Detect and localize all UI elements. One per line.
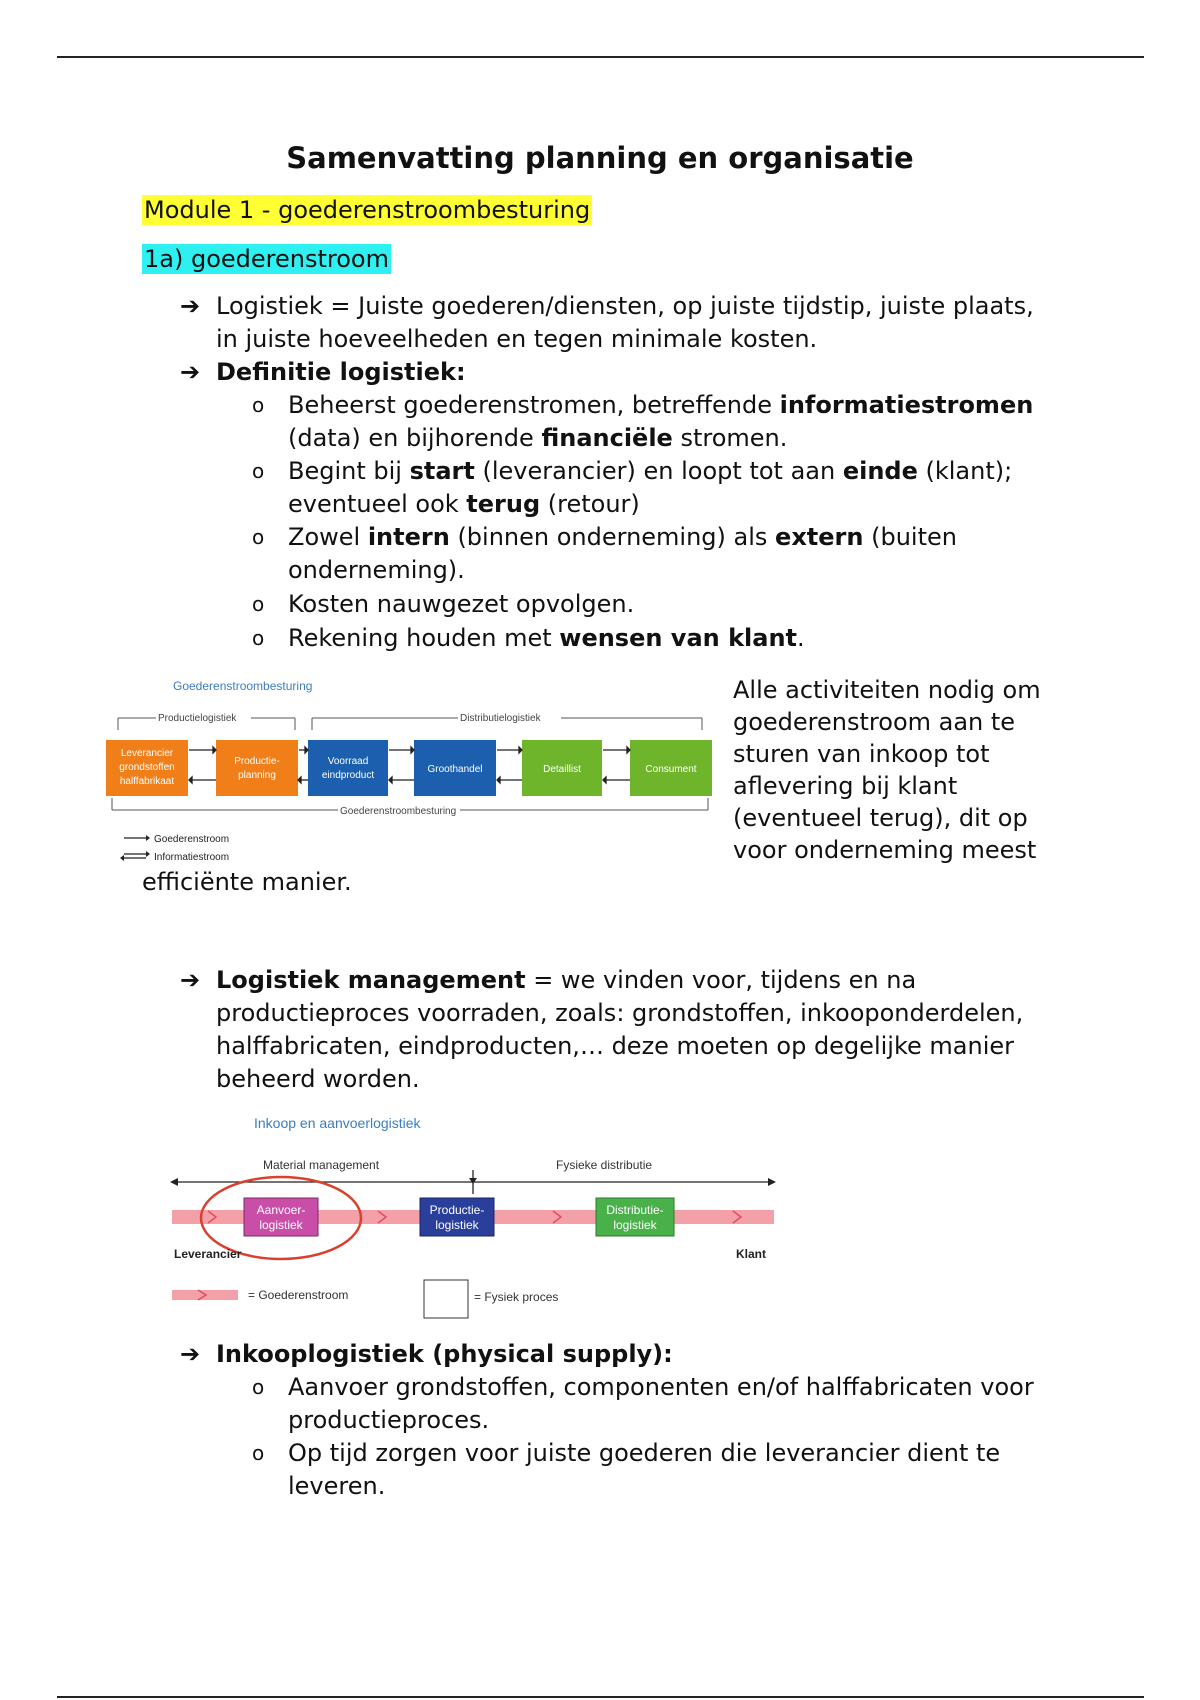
item-text: .	[797, 624, 805, 652]
module-heading: Module 1 - goederenstroombesturing	[144, 196, 591, 224]
klant-label: Klant	[736, 1247, 766, 1261]
definitie-item	[252, 521, 1058, 587]
bullet-icon: o	[252, 1375, 265, 1399]
item-bold: informatiestromen	[779, 391, 1034, 419]
item-text: (binnen onderneming) als	[449, 523, 776, 551]
box-text: Groothandel	[427, 764, 483, 775]
legend-stroom: = Goederenstroom	[248, 1288, 349, 1302]
logistiek-text: Logistiek = Juiste goederen/diensten, op juiste tijdstip, juiste plaats, in juiste hoeveelheden en tegen minimale kosten.	[216, 292, 1034, 353]
definitie-item	[252, 455, 1058, 521]
item-bold: terug	[466, 490, 541, 518]
legend-goederen: Goederenstroom	[154, 834, 230, 845]
diagram-title: Goederenstroombesturing	[173, 679, 313, 693]
item-bold: einde	[842, 457, 918, 485]
side-paragraph-end: efficiënte manier.	[142, 868, 352, 896]
bullet-icon: o	[252, 626, 265, 650]
legend-proces: = Fysiek proces	[474, 1290, 559, 1304]
definitie-item	[252, 588, 1058, 621]
side-paragraph: Alle activiteiten nodig om goederenstroom aan te sturen van inkoop tot aflevering bij klant (eventueel terug), dit op voor onderneming meest	[733, 676, 1041, 864]
box-text: Productie-	[234, 756, 280, 767]
item-text: (retour)	[540, 490, 640, 518]
inkoop-heading-text: Inkooplogistiek (physical supply):	[216, 1340, 673, 1368]
box-text: Distributie-	[606, 1203, 664, 1217]
leverancier-label: Leverancier	[174, 1247, 242, 1261]
bullet-icon: o	[252, 525, 265, 549]
item-bold: financiële	[541, 424, 673, 452]
section-heading: 1a) goederenstroom	[144, 245, 389, 273]
box-text: Consument	[645, 764, 697, 775]
productie-label: Productielogistiek	[158, 713, 237, 724]
box-text: Detaillist	[543, 764, 581, 775]
logistiek-paragraph	[180, 290, 1046, 356]
inkoop-heading	[180, 1338, 1046, 1371]
item-bold: start	[409, 457, 475, 485]
item-text: Begint bij	[288, 457, 410, 485]
item-bold: extern	[775, 523, 864, 551]
item-text: Zowel	[288, 523, 368, 551]
box-text: eindproduct	[321, 770, 375, 781]
box-productieplanning	[216, 740, 298, 796]
bottom-rule	[57, 1696, 1144, 1698]
item-bold: intern	[367, 523, 450, 551]
page-title: Samenvatting planning en organisatie	[286, 141, 914, 175]
box-text: logistiek	[259, 1218, 303, 1232]
arrow-icon: ➔	[180, 966, 201, 994]
goederenstroom-diagram	[100, 670, 718, 870]
material-label: Material management	[263, 1158, 380, 1172]
item-bold: wensen van klant	[559, 624, 798, 652]
item-text: stromen.	[672, 424, 788, 452]
item-text: (data) en bijhorende	[288, 424, 542, 452]
box-text: grondstoffen	[119, 762, 175, 773]
legend-informatie: Informatiestroom	[154, 852, 230, 863]
item-text: (klant); eventueel ook	[288, 457, 1013, 518]
top-rule	[57, 56, 1144, 58]
inkoop-diagram	[168, 1110, 780, 1320]
logistiek-management-paragraph	[180, 964, 1046, 1096]
item-text: (buiten onderneming).	[288, 523, 957, 584]
box-text: halffabrikaat	[119, 776, 175, 787]
bullet-icon: o	[252, 1441, 265, 1465]
arrow-icon: ➔	[180, 358, 201, 386]
arrow-icon: ➔	[180, 292, 201, 320]
bullet-icon: o	[252, 592, 265, 616]
box-voorraad	[308, 740, 388, 796]
diagram-title: Inkoop en aanvoerlogistiek	[254, 1115, 421, 1131]
box-text: Voorraad	[327, 756, 369, 767]
fysieke-label: Fysieke distributie	[556, 1158, 653, 1172]
distributie-label: Distributielogistiek	[460, 713, 541, 724]
definitie-item	[252, 622, 1058, 655]
bullet-icon: o	[252, 393, 265, 417]
box-text: logistiek	[435, 1218, 479, 1232]
definitie-item	[252, 389, 1058, 455]
item-text: Op tijd zorgen voor juiste goederen die leverancier dient te leveren.	[288, 1439, 1001, 1500]
box-text: planning	[238, 770, 276, 781]
inkoop-item	[252, 1437, 1058, 1503]
box-text: logistiek	[613, 1218, 657, 1232]
definitie-heading	[180, 356, 1046, 389]
box-text: Aanvoer-	[256, 1203, 306, 1217]
inkoop-item	[252, 1371, 1058, 1437]
item-text: Aanvoer grondstoffen, componenten en/of halffabricaten voor productieproces.	[288, 1373, 1034, 1434]
item-text: (leverancier) en loopt tot aan	[474, 457, 843, 485]
item-text: Rekening houden met	[288, 624, 560, 652]
box-text: Productie-	[429, 1203, 485, 1217]
definitie-heading-text: Definitie logistiek:	[216, 358, 466, 386]
bullet-icon: o	[252, 459, 265, 483]
bottom-label: Goederenstroombesturing	[340, 806, 457, 817]
arrow-icon: ➔	[180, 1340, 201, 1368]
lm-text: = we vinden voor, tijdens en na productieproces voorraden, zoals: grondstoffen, inkooponderdelen, halffabricaten, eindproducten,… deze moeten op degelijke manier beheerd worden.	[216, 966, 1024, 1093]
legend-proces-swatch	[424, 1280, 468, 1318]
item-text: Beheerst goederenstromen, betreffende	[288, 391, 780, 419]
lm-bold: Logistiek management	[216, 966, 526, 994]
box-text: Leverancier	[120, 748, 174, 759]
item-text: Kosten nauwgezet opvolgen.	[288, 590, 635, 618]
